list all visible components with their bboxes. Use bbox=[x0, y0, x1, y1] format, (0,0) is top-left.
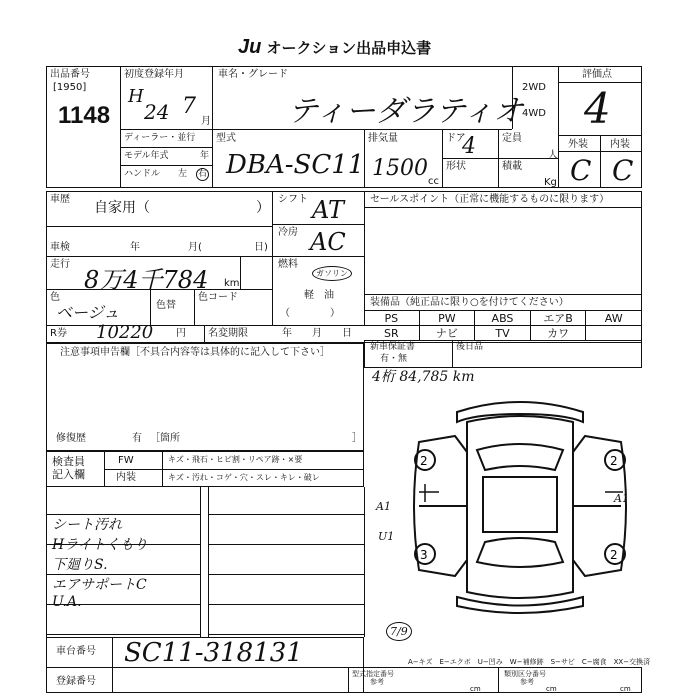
name-change-day: 日 bbox=[342, 328, 352, 339]
inspector-note: 下廻りS. bbox=[52, 557, 108, 573]
type-designation-label: 型式指定番号 bbox=[352, 670, 394, 678]
notes-box bbox=[46, 343, 364, 451]
equipment-item: エアB bbox=[531, 310, 587, 326]
inspection-month-unit: 月( bbox=[188, 242, 202, 253]
history-value: 自家用（ bbox=[94, 200, 150, 216]
recycle-unit: 円 bbox=[176, 328, 186, 339]
registration-year: 24 bbox=[144, 100, 170, 124]
tire-rear-left: 3 bbox=[420, 548, 428, 562]
equipment-item: AW bbox=[586, 310, 641, 326]
equipment-item: TV bbox=[475, 325, 531, 341]
color: ベージュ bbox=[56, 303, 120, 322]
inspector-note: エアサポートC bbox=[52, 577, 147, 593]
fuel-gasoline: ガソリン bbox=[312, 266, 352, 281]
recycle-label: R券 bbox=[50, 328, 67, 339]
capacity-label: 定員 bbox=[502, 133, 522, 144]
capacity-unit: 人 bbox=[548, 150, 558, 161]
frame-number: SC11-318131 bbox=[124, 638, 303, 668]
model-type: DBA-SC11 bbox=[226, 150, 365, 180]
inspector-note: Hライトくもり bbox=[52, 537, 148, 553]
mileage: 8万4千784 bbox=[84, 266, 209, 294]
interior-label: 内装 bbox=[610, 139, 630, 150]
warranty-booklet: 後日品 bbox=[456, 342, 484, 352]
sales-point-label: セールスポイント（正常に機能するものに限ります） bbox=[370, 194, 610, 205]
class-note: 参考 bbox=[520, 678, 534, 686]
tire-front-left: 2 bbox=[420, 454, 428, 468]
exterior-grade: C bbox=[570, 154, 592, 187]
inspector-interior: 内装 bbox=[116, 472, 136, 483]
equipment-item: PW bbox=[420, 310, 476, 326]
drive-4wd: 4WD bbox=[522, 108, 546, 119]
lot-code: [1950] bbox=[53, 82, 87, 93]
shape-label: 形状 bbox=[446, 161, 466, 172]
equipment-item bbox=[586, 325, 641, 341]
fuel-paren: （ ） bbox=[280, 308, 340, 319]
model-year-label: モデル年式 bbox=[124, 151, 169, 161]
mileage-unit: km bbox=[224, 278, 240, 289]
displacement: 1500 bbox=[372, 156, 428, 181]
shift: AT bbox=[312, 196, 345, 224]
color-code-label: 色コード bbox=[198, 292, 238, 303]
spare-tire-mark: 7/9 bbox=[386, 622, 412, 641]
inspector-note: シート汚れ bbox=[52, 517, 122, 533]
diagram-left-mark-2: U1 bbox=[378, 530, 395, 543]
doors-label: ドア bbox=[446, 133, 466, 144]
aircon: AC bbox=[310, 228, 346, 256]
notes-label: 注意事項申告欄［不具合内容等は具体的に記入して下さい］ bbox=[60, 347, 330, 358]
month-unit: 月 bbox=[201, 116, 211, 127]
tire-rear-right: 2 bbox=[610, 548, 618, 562]
inspection-day-unit: 日) bbox=[254, 242, 268, 253]
color-change-label: 色替 bbox=[156, 300, 176, 311]
fw-items: キズ・飛石・ヒビ割・リペア跡・×要 bbox=[168, 455, 303, 464]
interior-items: キズ・汚れ・コゲ・穴・スレ・キレ・破レ bbox=[168, 473, 320, 482]
diagram-left-mark: A1 bbox=[376, 500, 391, 513]
class-number-label: 類別区分番号 bbox=[504, 670, 546, 678]
handle-left: 左 bbox=[178, 169, 188, 179]
repair-label: 修復歴 bbox=[56, 433, 86, 444]
displacement-unit: cc bbox=[428, 176, 439, 187]
equipment-item: PS bbox=[364, 310, 420, 326]
warranty-label: 新車保証書 bbox=[370, 342, 416, 352]
equipment-label: 装備品（純正品に限り○を付けてください） bbox=[370, 297, 569, 308]
repair-yes: 有 bbox=[132, 433, 142, 444]
frame-label: 車台番号 bbox=[56, 646, 96, 657]
registration-era: H bbox=[128, 86, 144, 107]
displacement-label: 排気量 bbox=[368, 133, 398, 144]
model-type-label: 型式 bbox=[216, 133, 236, 144]
aircon-label: 冷房 bbox=[278, 227, 298, 238]
auction-title bbox=[238, 36, 431, 59]
repair-close: ］ bbox=[352, 433, 362, 444]
fuel-diesel: 軽 油 bbox=[304, 290, 334, 301]
reg-number-label: 登録番号 bbox=[56, 676, 96, 687]
form-title: オークション出品申込書 bbox=[266, 39, 432, 57]
car-diagram bbox=[395, 392, 645, 622]
color-label: 色 bbox=[50, 292, 60, 303]
dealer-label: ディーラー・並行 bbox=[124, 133, 196, 143]
vehicle-name-label: 車名・グレード bbox=[218, 69, 288, 80]
tire-front-right: 2 bbox=[610, 454, 618, 468]
lot-label: 出品番号 bbox=[50, 69, 90, 80]
diagram-right-mark: A1 bbox=[614, 492, 629, 505]
rating-value: 4 bbox=[584, 84, 611, 133]
mileage-label: 走行 bbox=[50, 259, 70, 270]
repair-where: ［箇所 bbox=[150, 433, 180, 444]
fuel-label: 燃料 bbox=[278, 259, 298, 270]
inspector-label: 検査員記入欄 bbox=[52, 455, 85, 481]
load-unit: Kg bbox=[544, 177, 557, 188]
exterior-label: 外装 bbox=[568, 139, 588, 150]
mileage-note: 4桁 84,785 km bbox=[372, 369, 475, 385]
doors: 4 bbox=[462, 134, 476, 159]
registration-label: 初度登録年月 bbox=[124, 69, 184, 80]
unit-cm-1: cm bbox=[470, 685, 481, 693]
inspection-label: 車検 bbox=[50, 242, 70, 253]
drive-2wd: 2WD bbox=[522, 82, 546, 93]
unit-cm-2: cm bbox=[546, 685, 557, 693]
inspector-fw: FW bbox=[118, 455, 134, 466]
vehicle-name: ティーダラティオ bbox=[288, 94, 524, 129]
equipment-grid bbox=[364, 310, 642, 340]
warranty-options: 有・無 bbox=[380, 354, 408, 364]
equipment-item: SR bbox=[364, 325, 420, 341]
model-year-unit: 年 bbox=[200, 151, 210, 161]
unit-cm-3: cm bbox=[620, 685, 631, 693]
lot-number: 1148 bbox=[58, 102, 111, 129]
name-change-label: 名変期限 bbox=[208, 328, 248, 339]
handle-label: ハンドル bbox=[124, 169, 161, 179]
inspector-note: U.A. bbox=[52, 594, 82, 610]
inspection-year-unit: 年 bbox=[130, 242, 140, 253]
equipment-item: ABS bbox=[475, 310, 531, 326]
name-change-year: 年 bbox=[282, 328, 292, 339]
equipment-item: カワ bbox=[531, 325, 587, 341]
equipment-item: ナビ bbox=[420, 325, 476, 341]
damage-legend: A−キズ E−エクボ U−凹み W−補修跡 S−サビ C−腐食 XX−交換済 bbox=[408, 658, 651, 666]
ju-logo: Ju bbox=[238, 36, 262, 58]
recycle-amount: 10220 bbox=[96, 322, 154, 343]
load-label: 積載 bbox=[502, 161, 522, 172]
rating-label: 評価点 bbox=[582, 69, 612, 80]
name-change-month: 月 bbox=[312, 328, 322, 339]
interior-grade: C bbox=[612, 154, 634, 187]
handle-right: 右 bbox=[198, 169, 208, 179]
registration-month: 7 bbox=[182, 94, 196, 119]
history-close: ） bbox=[256, 200, 270, 216]
history-label: 車歴 bbox=[50, 194, 70, 205]
type-note: 参考 bbox=[370, 678, 384, 686]
shift-label: シフト bbox=[278, 194, 308, 205]
